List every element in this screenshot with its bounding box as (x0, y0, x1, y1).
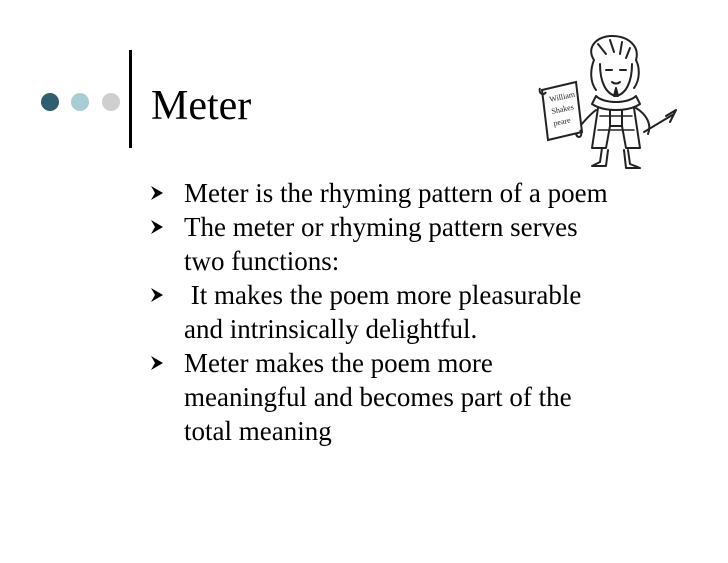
bullet-line: total meaning (184, 416, 332, 446)
title-divider (129, 50, 132, 148)
dot-icon (102, 93, 120, 111)
bullet-item (150, 176, 650, 210)
bullet-line: Meter makes the poem more (184, 348, 493, 378)
bullet-item (150, 346, 650, 448)
slide-title: Meter (151, 83, 252, 129)
bullet-list (150, 176, 650, 448)
bullet-line: Meter is the rhyming pattern of a poem (184, 178, 608, 208)
bullet-line: and intrinsically delightful. (184, 314, 478, 344)
bullet-line: meaningful and becomes part of the (184, 382, 572, 412)
bullet-line: The meter or rhyming pattern serves (184, 212, 578, 242)
shakespeare-cartoon-icon (536, 30, 684, 172)
arrowhead-bullet-icon (150, 355, 164, 371)
bullet-line: It makes the poem more pleasurable (184, 280, 582, 310)
scroll-text: peare (552, 115, 572, 128)
arrowhead-bullet-icon (150, 287, 164, 303)
arrowhead-bullet-icon (150, 185, 164, 201)
bullet-line: two functions: (184, 246, 340, 276)
arrowhead-bullet-icon (150, 219, 164, 235)
scroll-text: William (548, 89, 576, 104)
bullet-item (150, 278, 650, 346)
dot-icon (71, 93, 89, 111)
scroll-icon (540, 82, 582, 140)
bullet-item (150, 210, 650, 278)
dot-icon (41, 93, 59, 111)
scroll-text: Shakes (550, 102, 575, 116)
